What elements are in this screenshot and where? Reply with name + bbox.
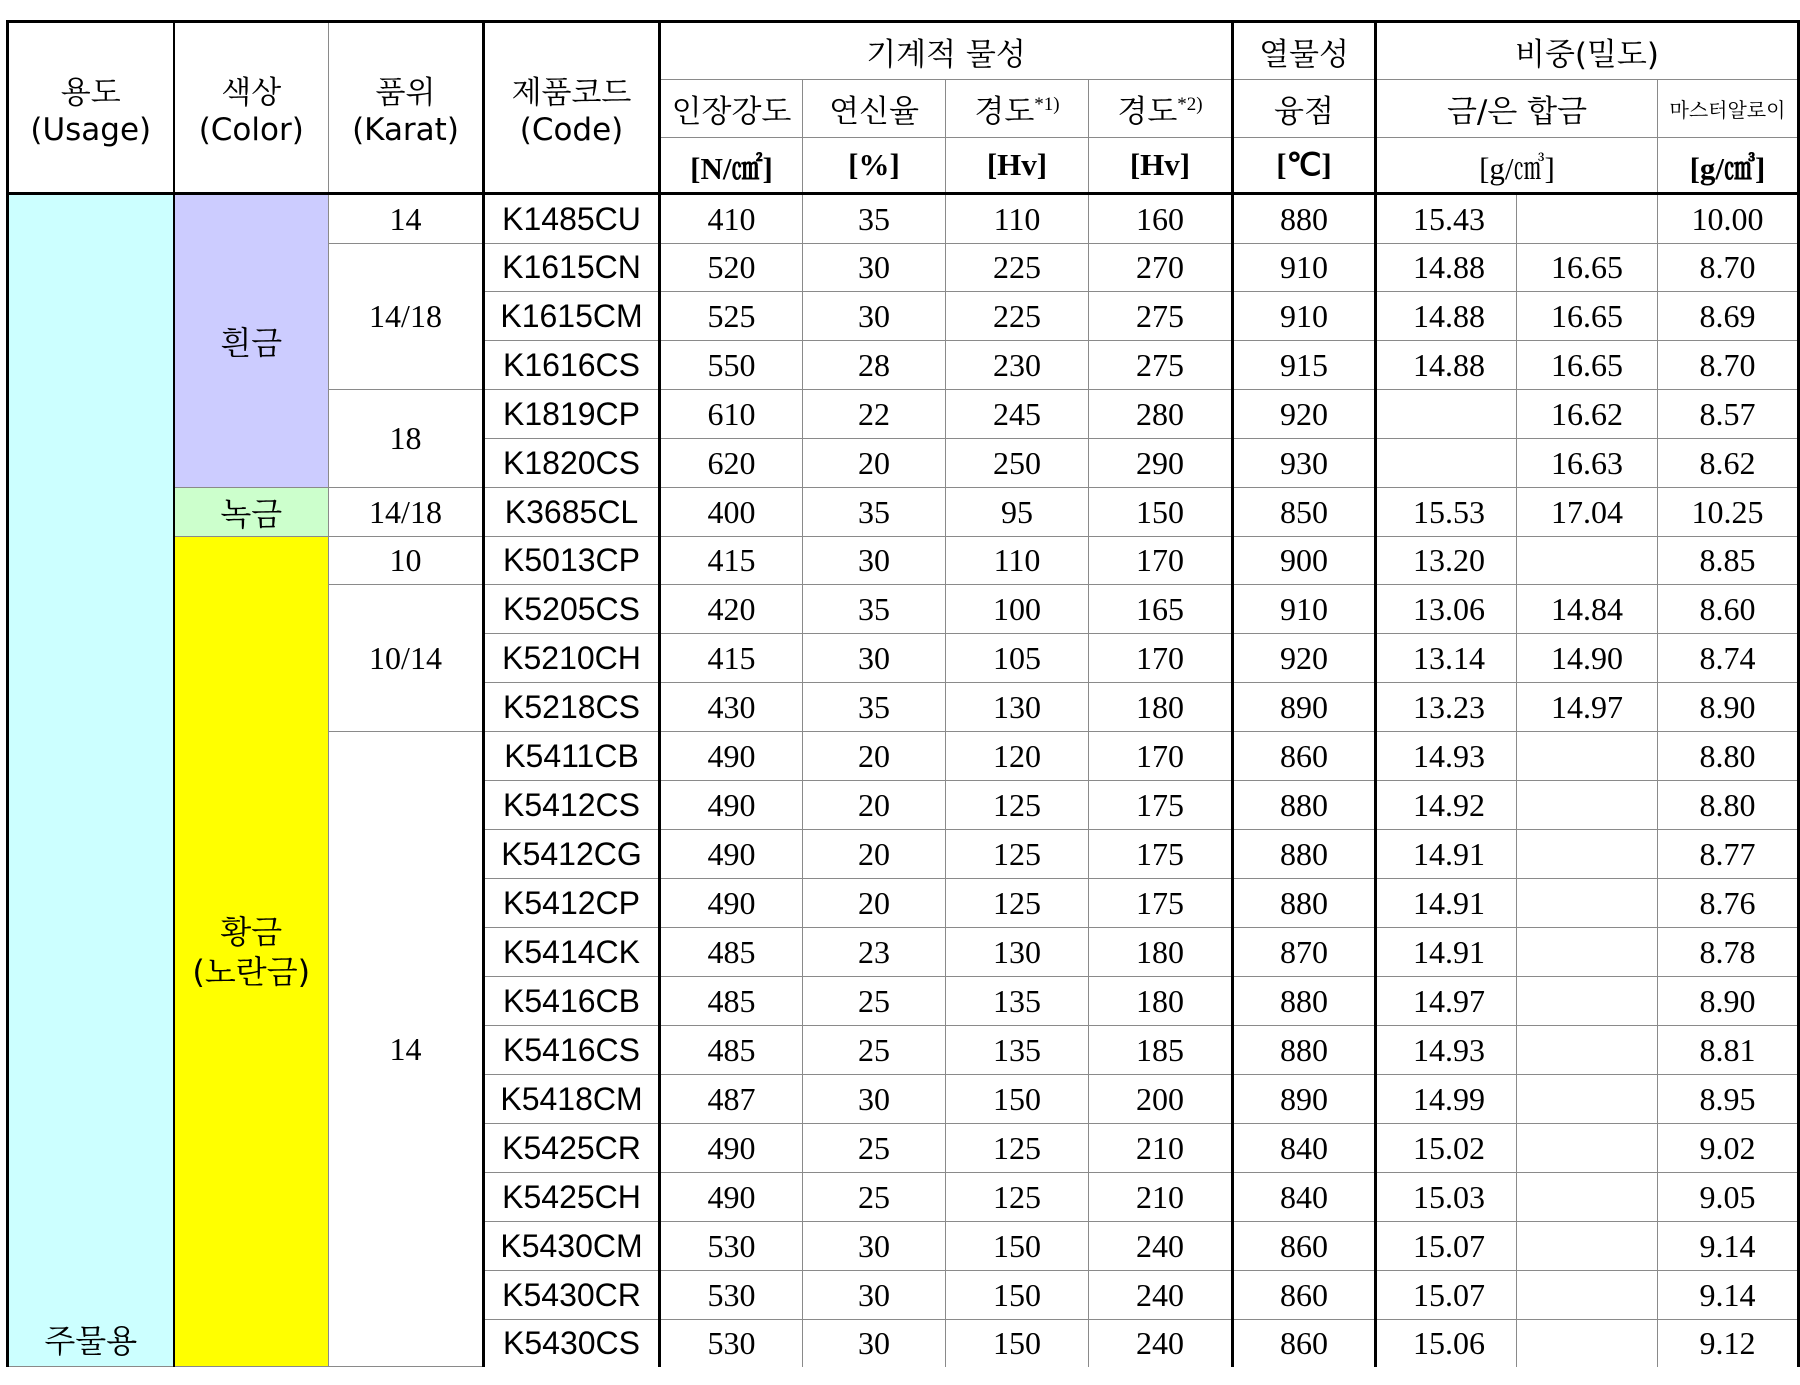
melting-point-cell: 930 (1233, 439, 1376, 488)
product-code-cell: K5425CR (484, 1124, 660, 1173)
header-usage (8, 22, 174, 194)
unit-elongation: [%] (803, 138, 946, 194)
hardness-2-cell: 170 (1089, 732, 1233, 781)
karat-cell: 14/18 (329, 244, 484, 390)
product-code-cell: K5418CM (484, 1075, 660, 1124)
silver-density-cell (1517, 977, 1658, 1026)
silver-density-cell (1517, 537, 1658, 585)
header-karat-ko: 품위 (375, 75, 436, 111)
product-code-cell: K1820CS (484, 439, 660, 488)
hardness-1-cell: 120 (946, 732, 1089, 781)
melting-point-cell: 880 (1233, 1026, 1376, 1075)
hardness-2-cell: 175 (1089, 781, 1233, 830)
melting-point-cell: 890 (1233, 683, 1376, 732)
table-header (8, 22, 1799, 194)
silver-density-cell: 14.90 (1517, 634, 1658, 683)
hardness-1-cell: 135 (946, 977, 1089, 1026)
elongation-cell: 35 (803, 194, 946, 244)
hardness-2-cell: 175 (1089, 830, 1233, 879)
melting-point-cell: 880 (1233, 830, 1376, 879)
header-density: 비중(밀도) (1376, 22, 1799, 80)
karat-cell: 14/18 (329, 488, 484, 537)
product-code-cell: K1615CN (484, 244, 660, 292)
silver-density-cell (1517, 781, 1658, 830)
tensile-cell: 530 (660, 1320, 803, 1367)
usage-cell: 주물용 (8, 194, 174, 1367)
silver-density-cell (1517, 879, 1658, 928)
karat-cell: 14 (329, 732, 484, 1367)
elongation-cell: 25 (803, 1026, 946, 1075)
tensile-cell: 490 (660, 830, 803, 879)
product-code-cell: K5414CK (484, 928, 660, 977)
tensile-cell: 490 (660, 1173, 803, 1222)
table-body (8, 194, 1799, 1367)
gold-density-cell: 13.06 (1376, 585, 1517, 634)
karat-cell: 10 (329, 537, 484, 585)
header-usage-en: (Usage) (30, 112, 152, 148)
master-alloy-density-cell: 8.90 (1658, 683, 1799, 732)
tensile-cell: 490 (660, 781, 803, 830)
tensile-cell: 520 (660, 244, 803, 292)
hardness-1-cell: 225 (946, 244, 1089, 292)
product-code-cell: K5412CG (484, 830, 660, 879)
master-alloy-density-cell: 9.14 (1658, 1271, 1799, 1320)
master-alloy-density-cell: 8.85 (1658, 537, 1799, 585)
tensile-cell: 430 (660, 683, 803, 732)
melting-point-cell: 880 (1233, 194, 1376, 244)
table-row (8, 194, 1799, 244)
tensile-cell: 420 (660, 585, 803, 634)
tensile-cell: 620 (660, 439, 803, 488)
header-hardness-2 (1089, 80, 1233, 138)
melting-point-cell: 920 (1233, 634, 1376, 683)
unit-gold-silver: [g/㎤] (1376, 138, 1658, 194)
master-alloy-density-cell: 8.57 (1658, 390, 1799, 439)
silver-density-cell (1517, 1173, 1658, 1222)
header-usage-ko: 용도 (60, 75, 121, 111)
silver-density-cell (1517, 1075, 1658, 1124)
hardness-2-cell: 240 (1089, 1320, 1233, 1367)
melting-point-cell: 860 (1233, 1320, 1376, 1367)
hardness-2-cell: 270 (1089, 244, 1233, 292)
melting-point-cell: 890 (1233, 1075, 1376, 1124)
silver-density-cell (1517, 928, 1658, 977)
gold-density-cell: 14.99 (1376, 1075, 1517, 1124)
tensile-cell: 530 (660, 1222, 803, 1271)
product-code-cell: K5430CS (484, 1320, 660, 1367)
silver-density-cell (1517, 1124, 1658, 1173)
hardness-1-cell: 250 (946, 439, 1089, 488)
gold-density-cell: 14.91 (1376, 879, 1517, 928)
header-elongation: 연신율 (803, 80, 946, 138)
gold-density-cell (1376, 439, 1517, 488)
master-alloy-density-cell: 8.78 (1658, 928, 1799, 977)
product-code-cell: K5411CB (484, 732, 660, 781)
silver-density-cell: 16.65 (1517, 244, 1658, 292)
elongation-cell: 20 (803, 732, 946, 781)
tensile-cell: 550 (660, 341, 803, 390)
hardness-2-cell: 150 (1089, 488, 1233, 537)
product-code-cell: K5425CH (484, 1173, 660, 1222)
gold-density-cell: 14.97 (1376, 977, 1517, 1026)
melting-point-cell: 880 (1233, 781, 1376, 830)
tensile-cell: 415 (660, 537, 803, 585)
elongation-cell: 20 (803, 439, 946, 488)
master-alloy-density-cell: 10.00 (1658, 194, 1799, 244)
header-gold-silver: 금/은 합금 (1376, 80, 1658, 138)
color-yellow-line-1: 황금 (220, 912, 283, 951)
gold-density-cell: 15.02 (1376, 1124, 1517, 1173)
elongation-cell: 25 (803, 1173, 946, 1222)
product-code-cell: K5416CB (484, 977, 660, 1026)
melting-point-cell: 900 (1233, 537, 1376, 585)
silver-density-cell (1517, 732, 1658, 781)
header-mechanical: 기계적 물성 (660, 22, 1233, 80)
unit-hardness-2: [Hv] (1089, 138, 1233, 194)
header-hardness-2-label: 경도 (1117, 94, 1178, 130)
elongation-cell: 25 (803, 977, 946, 1026)
hardness-2-cell: 280 (1089, 390, 1233, 439)
gold-density-cell: 14.91 (1376, 830, 1517, 879)
hardness-2-cell: 210 (1089, 1124, 1233, 1173)
hardness-1-cell: 125 (946, 781, 1089, 830)
melting-point-cell: 860 (1233, 732, 1376, 781)
color-cell-white-gold: 흰금 (174, 194, 329, 488)
melting-point-cell: 860 (1233, 1222, 1376, 1271)
elongation-cell: 20 (803, 830, 946, 879)
gold-density-cell: 15.43 (1376, 194, 1517, 244)
melting-point-cell: 870 (1233, 928, 1376, 977)
header-hardness-1-note: *1) (1034, 94, 1060, 115)
tensile-cell: 490 (660, 1124, 803, 1173)
hardness-1-cell: 100 (946, 585, 1089, 634)
elongation-cell: 35 (803, 488, 946, 537)
master-alloy-density-cell: 10.25 (1658, 488, 1799, 537)
product-code-cell: K5412CP (484, 879, 660, 928)
master-alloy-density-cell: 9.05 (1658, 1173, 1799, 1222)
master-alloy-density-cell: 9.02 (1658, 1124, 1799, 1173)
hardness-2-cell: 160 (1089, 194, 1233, 244)
master-alloy-density-cell: 8.95 (1658, 1075, 1799, 1124)
hardness-2-cell: 210 (1089, 1173, 1233, 1222)
gold-density-cell: 14.93 (1376, 1026, 1517, 1075)
tensile-cell: 610 (660, 390, 803, 439)
elongation-cell: 20 (803, 879, 946, 928)
silver-density-cell: 16.62 (1517, 390, 1658, 439)
hardness-1-cell: 245 (946, 390, 1089, 439)
melting-point-cell: 910 (1233, 244, 1376, 292)
header-hardness-1 (946, 80, 1089, 138)
hardness-2-cell: 275 (1089, 341, 1233, 390)
product-code-cell: K5430CM (484, 1222, 660, 1271)
elongation-cell: 35 (803, 585, 946, 634)
silver-density-cell (1517, 194, 1658, 244)
hardness-1-cell: 150 (946, 1222, 1089, 1271)
silver-density-cell: 14.97 (1517, 683, 1658, 732)
elongation-cell: 30 (803, 244, 946, 292)
hardness-1-cell: 105 (946, 634, 1089, 683)
product-code-cell: K5013CP (484, 537, 660, 585)
master-alloy-density-cell: 8.80 (1658, 781, 1799, 830)
product-code-cell: K5205CS (484, 585, 660, 634)
gold-density-cell: 13.23 (1376, 683, 1517, 732)
hardness-2-cell: 275 (1089, 292, 1233, 341)
gold-density-cell: 14.91 (1376, 928, 1517, 977)
hardness-1-cell: 150 (946, 1075, 1089, 1124)
master-alloy-density-cell: 8.77 (1658, 830, 1799, 879)
table-row (8, 537, 1799, 585)
melting-point-cell: 860 (1233, 1271, 1376, 1320)
hardness-1-cell: 150 (946, 1320, 1089, 1367)
header-color (174, 22, 329, 194)
product-code-cell: K5416CS (484, 1026, 660, 1075)
product-code-cell: K1819CP (484, 390, 660, 439)
elongation-cell: 35 (803, 683, 946, 732)
melting-point-cell: 840 (1233, 1124, 1376, 1173)
gold-density-cell: 15.03 (1376, 1173, 1517, 1222)
hardness-2-cell: 185 (1089, 1026, 1233, 1075)
master-alloy-density-cell: 8.81 (1658, 1026, 1799, 1075)
tensile-cell: 485 (660, 1026, 803, 1075)
tensile-cell: 490 (660, 879, 803, 928)
hardness-2-cell: 240 (1089, 1271, 1233, 1320)
hardness-1-cell: 125 (946, 1124, 1089, 1173)
hardness-2-cell: 170 (1089, 537, 1233, 585)
header-color-en: (Color) (198, 112, 304, 148)
silver-density-cell (1517, 1320, 1658, 1367)
gold-density-cell: 14.88 (1376, 292, 1517, 341)
silver-density-cell (1517, 1271, 1658, 1320)
hardness-2-cell: 200 (1089, 1075, 1233, 1124)
header-code (484, 22, 660, 194)
hardness-1-cell: 110 (946, 537, 1089, 585)
master-alloy-density-cell: 8.69 (1658, 292, 1799, 341)
hardness-1-cell: 125 (946, 879, 1089, 928)
product-code-cell: K1616CS (484, 341, 660, 390)
karat-cell: 18 (329, 390, 484, 488)
hardness-2-cell: 180 (1089, 977, 1233, 1026)
silver-density-cell (1517, 1222, 1658, 1271)
hardness-2-cell: 165 (1089, 585, 1233, 634)
gold-density-cell: 15.07 (1376, 1271, 1517, 1320)
silver-density-cell (1517, 1026, 1658, 1075)
karat-cell: 14 (329, 194, 484, 244)
header-karat (329, 22, 484, 194)
header-melting: 융점 (1233, 80, 1376, 138)
silver-density-cell: 17.04 (1517, 488, 1658, 537)
hardness-1-cell: 95 (946, 488, 1089, 537)
melting-point-cell: 880 (1233, 879, 1376, 928)
master-alloy-density-cell: 9.12 (1658, 1320, 1799, 1367)
hardness-2-cell: 175 (1089, 879, 1233, 928)
master-alloy-density-cell: 8.90 (1658, 977, 1799, 1026)
header-code-en: (Code) (519, 112, 624, 148)
hardness-1-cell: 135 (946, 1026, 1089, 1075)
tensile-cell: 525 (660, 292, 803, 341)
silver-density-cell (1517, 830, 1658, 879)
elongation-cell: 30 (803, 292, 946, 341)
tensile-cell: 485 (660, 928, 803, 977)
tensile-cell: 490 (660, 732, 803, 781)
hardness-2-cell: 170 (1089, 634, 1233, 683)
elongation-cell: 30 (803, 634, 946, 683)
hardness-1-cell: 225 (946, 292, 1089, 341)
gold-density-cell: 14.92 (1376, 781, 1517, 830)
master-alloy-density-cell: 8.74 (1658, 634, 1799, 683)
gold-density-cell: 15.07 (1376, 1222, 1517, 1271)
tensile-cell: 415 (660, 634, 803, 683)
elongation-cell: 30 (803, 537, 946, 585)
master-alloy-density-cell: 8.70 (1658, 244, 1799, 292)
hardness-1-cell: 125 (946, 830, 1089, 879)
elongation-cell: 28 (803, 341, 946, 390)
elongation-cell: 30 (803, 1075, 946, 1124)
header-code-ko: 제품코드 (511, 75, 632, 111)
color-cell-yellow-gold (174, 537, 329, 1367)
silver-density-cell: 16.65 (1517, 292, 1658, 341)
melting-point-cell: 850 (1233, 488, 1376, 537)
color-yellow-line-2: (노란금) (192, 952, 311, 991)
header-hardness-2-note: *2) (1177, 94, 1203, 115)
gold-density-cell: 14.88 (1376, 341, 1517, 390)
melting-point-cell: 910 (1233, 585, 1376, 634)
melting-point-cell: 915 (1233, 341, 1376, 390)
master-alloy-density-cell: 8.70 (1658, 341, 1799, 390)
product-code-cell: K3685CL (484, 488, 660, 537)
gold-density-cell: 15.53 (1376, 488, 1517, 537)
gold-density-cell (1376, 390, 1517, 439)
hardness-2-cell: 180 (1089, 683, 1233, 732)
gold-density-cell: 15.06 (1376, 1320, 1517, 1367)
header-master-alloy: 마스터알로이 (1658, 80, 1799, 138)
gold-density-cell: 13.20 (1376, 537, 1517, 585)
product-code-cell: K5210CH (484, 634, 660, 683)
hardness-2-cell: 180 (1089, 928, 1233, 977)
elongation-cell: 20 (803, 781, 946, 830)
hardness-1-cell: 230 (946, 341, 1089, 390)
elongation-cell: 23 (803, 928, 946, 977)
hardness-1-cell: 125 (946, 1173, 1089, 1222)
product-code-cell: K1615CM (484, 292, 660, 341)
color-cell-green-gold: 녹금 (174, 488, 329, 537)
master-alloy-density-cell: 8.60 (1658, 585, 1799, 634)
melting-point-cell: 920 (1233, 390, 1376, 439)
hardness-1-cell: 130 (946, 928, 1089, 977)
silver-density-cell: 16.65 (1517, 341, 1658, 390)
master-alloy-density-cell: 8.80 (1658, 732, 1799, 781)
master-alloy-density-cell: 9.14 (1658, 1222, 1799, 1271)
elongation-cell: 25 (803, 1124, 946, 1173)
header-karat-en: (Karat) (352, 112, 459, 148)
karat-cell: 10/14 (329, 585, 484, 732)
unit-tensile: [N/㎠] (660, 138, 803, 194)
hardness-2-cell: 240 (1089, 1222, 1233, 1271)
product-code-cell: K1485CU (484, 194, 660, 244)
elongation-cell: 30 (803, 1271, 946, 1320)
elongation-cell: 22 (803, 390, 946, 439)
gold-density-cell: 14.88 (1376, 244, 1517, 292)
header-thermal: 열물성 (1233, 22, 1376, 80)
unit-hardness-1: [Hv] (946, 138, 1089, 194)
header-hardness-1-label: 경도 (974, 94, 1035, 130)
product-code-cell: K5430CR (484, 1271, 660, 1320)
tensile-cell: 487 (660, 1075, 803, 1124)
hardness-1-cell: 110 (946, 194, 1089, 244)
product-code-cell: K5218CS (484, 683, 660, 732)
unit-master-alloy: [g/㎤] (1658, 138, 1799, 194)
product-code-cell: K5412CS (484, 781, 660, 830)
alloy-spec-table (6, 20, 1800, 1367)
hardness-2-cell: 290 (1089, 439, 1233, 488)
silver-density-cell: 14.84 (1517, 585, 1658, 634)
master-alloy-density-cell: 8.76 (1658, 879, 1799, 928)
header-color-ko: 색상 (221, 75, 282, 111)
melting-point-cell: 880 (1233, 977, 1376, 1026)
tensile-cell: 530 (660, 1271, 803, 1320)
melting-point-cell: 840 (1233, 1173, 1376, 1222)
hardness-1-cell: 130 (946, 683, 1089, 732)
header-tensile: 인장강도 (660, 80, 803, 138)
table-row (8, 488, 1799, 537)
elongation-cell: 30 (803, 1222, 946, 1271)
elongation-cell: 30 (803, 1320, 946, 1367)
melting-point-cell: 910 (1233, 292, 1376, 341)
tensile-cell: 485 (660, 977, 803, 1026)
unit-melting: [℃] (1233, 138, 1376, 194)
hardness-1-cell: 150 (946, 1271, 1089, 1320)
tensile-cell: 410 (660, 194, 803, 244)
silver-density-cell: 16.63 (1517, 439, 1658, 488)
tensile-cell: 400 (660, 488, 803, 537)
master-alloy-density-cell: 8.62 (1658, 439, 1799, 488)
gold-density-cell: 14.93 (1376, 732, 1517, 781)
gold-density-cell: 13.14 (1376, 634, 1517, 683)
